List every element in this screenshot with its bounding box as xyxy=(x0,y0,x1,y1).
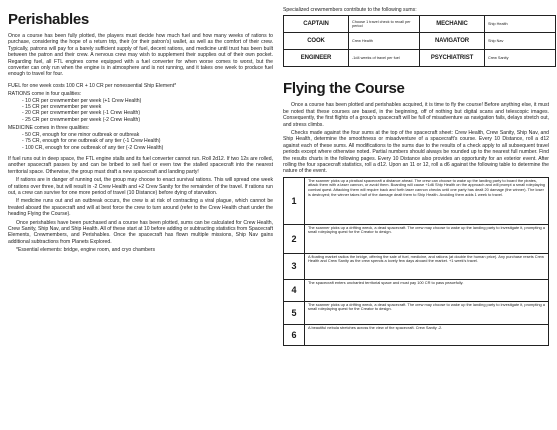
role-psychiatrist: PSYCHIATRIST xyxy=(420,50,485,67)
list-item: - 15 CR per crewmember per week xyxy=(22,104,102,111)
fuel-cost-line: FUEL for one week costs 100 CR + 10 CR per nonessential Ship Element* xyxy=(8,82,177,89)
event-number: 4 xyxy=(284,279,305,301)
event-number: 5 xyxy=(284,301,305,324)
role-value: Crew Sanity xyxy=(485,50,556,67)
event-number: 1 xyxy=(284,177,305,224)
fuel-out-paragraph: If fuel runs out in deep space, the FTL engine stalls and its fuel converter cannot run. Roll 2d12. If two 12s are rolled, another spacecraft passes by and can be bribed to sell fuel or even tow the stalled spacecraft into the nearest territorial space. Otherwise, the group must draft a new spacecraft and landing party! xyxy=(8,155,273,175)
sum-checks-paragraph: Checks made against the four sums at the top of the spacecraft sheet: Crew Health, Crew Sanity, Ship Nav, and Ship Health, determine the smoothness or misadventure of a spacecraft's course. Every 10 Distance, roll a d12 against each of these sums. All modifications to the sums due to the results of a check apply to all subsequent travel periods except where otherwise noted. Partial numbers should always be rounded up to the nearest full number. Find the results charts in the following pages. Every 10 Distance also provides an opportunity for an exterior event. After rolling the four spacecraft statistics, roll a d12. Upon an 11 or 12, roll a d6 against the following table to determine the nature of the event. xyxy=(283,130,549,175)
table-row xyxy=(284,50,556,67)
event-number: 6 xyxy=(284,324,305,345)
role-navigator: NAVIGATOR xyxy=(420,33,485,50)
table-row xyxy=(284,16,556,33)
role-value: Ship Nav xyxy=(485,33,556,50)
role-value: -1d4 weeks of travel per fuel xyxy=(349,50,420,67)
medicine-list xyxy=(8,132,273,151)
list-item: - 50 CR, enough for one minor outbreak or outbreak xyxy=(22,131,140,138)
role-captain: CAPTAIN xyxy=(284,16,349,33)
role-mechanic: MECHANIC xyxy=(420,16,485,33)
list-item: - 75 CR, enough for one outbreak of any tier (-1 Crew Health) xyxy=(22,138,161,145)
flying-course-heading: Flying the Course xyxy=(283,80,405,98)
event-text: The scanner picks up a drifting wreck, a dead spacecraft. The crew may choose to wake up the landing party to investigate it, prompting a small roleplaying quest for the Creator to design. xyxy=(305,224,549,253)
event-text: A beautiful nebula stretches across the view of the spacecraft. Crew Sanity -2. xyxy=(305,324,549,345)
flying-course-intro: Once a course has been plotted and perishables acquired, it is time to fly the course! Before anything else, it must be noted that these courses are based, in the beginning, off of nothing but digital scans and telescopic images. Consequently, the first flights of a group's spacecraft will be full of misadventure as navigation fails, delays stretch out, and stress climbs. xyxy=(283,102,549,128)
event-number: 2 xyxy=(284,224,305,253)
table-row xyxy=(284,33,556,50)
table-row xyxy=(284,279,549,301)
list-item: - 10 CR per crewmember per week (+1 Crew Health) xyxy=(22,97,142,104)
rations-list xyxy=(8,98,273,124)
role-cook: COOK xyxy=(284,33,349,50)
left-column xyxy=(8,6,273,430)
crewmember-table xyxy=(283,15,556,67)
sums-paragraph: Once perishables have been purchased and a course has been plotted, sums can be calculated for Crew Health, Crew Sanity, Ship Nav, and Ship Health. All of these start at 10 before adding or subtracting statistics from Spacecraft Elements, Crewmembers, and Perishables. Once the spacecraft has flown multiple missions, Ship Nav gains additional subtractions from Planets Explored. xyxy=(8,219,273,245)
table-row xyxy=(284,224,549,253)
list-item: - 100 CR, enough for one outbreak of any tier (-2 Crew Health) xyxy=(22,144,164,151)
role-value: Crew Health xyxy=(349,33,420,50)
event-number: 3 xyxy=(284,253,305,279)
perishables-heading: Perishables xyxy=(8,11,89,28)
table-row xyxy=(284,324,549,345)
rations-title: RATIONS come in four qualities: xyxy=(8,91,82,98)
event-text: The scanner picks up a piratical spacecraft a distance ahead. The crew can choose to wake up the landing party to board the pirates, attack them with a laser cannon, or avoid them. Boarding will cause +1d6 Ship Health on the approach and will prompt a small roleplaying combat quest. Attacking them will require back and forth laser cannon checks until one party has dealt 20 damage (the winner). The loser is destroyed; the winner takes half of the damage dealt them to Ship Health. Avoiding them adds 1 week to travel. xyxy=(305,177,549,224)
list-item: - 20 CR per crewmember per week (-1 Crew Health) xyxy=(22,110,141,117)
perishables-intro: Once a course has been fully plotted, the players must decide how much fuel and how many weeks of rations to purchase, considering the hope of a return trip, their (or their patron's) wallet, as well as the comfort of their crew. Typically, patrons will pay for a barely sufficient supply of fuel, decent rations, and medicine until trust has been built between the patron and their crew. A nervous crew may wish to supplement their supplies out of their own pocket. Regarding fuel, all FTL engines come equipped with a fuel converter for when worse comes to worst, but the converter can only run when the engine is in atmosphere and is not running, and it takes one week to produce fuel enough to travel for four. xyxy=(8,33,273,78)
crew-table-caption: Specialized crewmembers contribute to the following sums: xyxy=(283,7,417,13)
role-value: Choose 1 travel check to recall per period xyxy=(349,16,420,33)
event-text: A floating market radios the bridge, offering the sale of fuel, medicine, and rations (at double the human price). Any purchase resets Crew Health and Crew Sanity as the crew spends a lovely few days aboard the market. +1 week's travel. xyxy=(305,253,549,279)
role-value: Ship Health xyxy=(485,16,556,33)
table-row xyxy=(284,253,549,279)
list-item: - 25 CR per crewmember per week (-2 Crew Health) xyxy=(22,116,141,123)
role-engineer: ENGINEER xyxy=(284,50,349,67)
event-text: The spacecraft enters uncharted territorial space and must pay 100 CR to pass peacefully. xyxy=(305,279,549,301)
right-column xyxy=(283,6,549,430)
medicine-title: MEDICINE comes in three qualities: xyxy=(8,125,90,132)
medicine-out-paragraph: If medicine runs out and an outbreak occurs, the crew is at risk of contracting a viral plague, which cannot be treated aboard the spacecraft and will at best force the crew to turn around (refer to the Crew Health chart under the heading Flying the Course). xyxy=(8,198,273,218)
essential-elements-footnote: *Essential elements: bridge, engine room, and cryo chambers xyxy=(16,247,156,254)
event-text: The scanner picks up a drifting wreck, a dead spacecraft. The crew may choose to wake up the landing party to investigate it, prompting a small roleplaying quest for the Creator to design. xyxy=(305,301,549,324)
exterior-event-table xyxy=(283,177,549,346)
table-row xyxy=(284,177,549,224)
table-row xyxy=(284,301,549,324)
rations-out-paragraph: If rations are in danger of running out, the group may choose to enact survival rations. This will spread one week of rations over three, but will result in -2 Crew Health and +2 Crew Sanity for the remainder of the travel. If rations run out, a crew can survive for one more period of travel (10 Distance) before dying of starvation. xyxy=(8,177,273,196)
